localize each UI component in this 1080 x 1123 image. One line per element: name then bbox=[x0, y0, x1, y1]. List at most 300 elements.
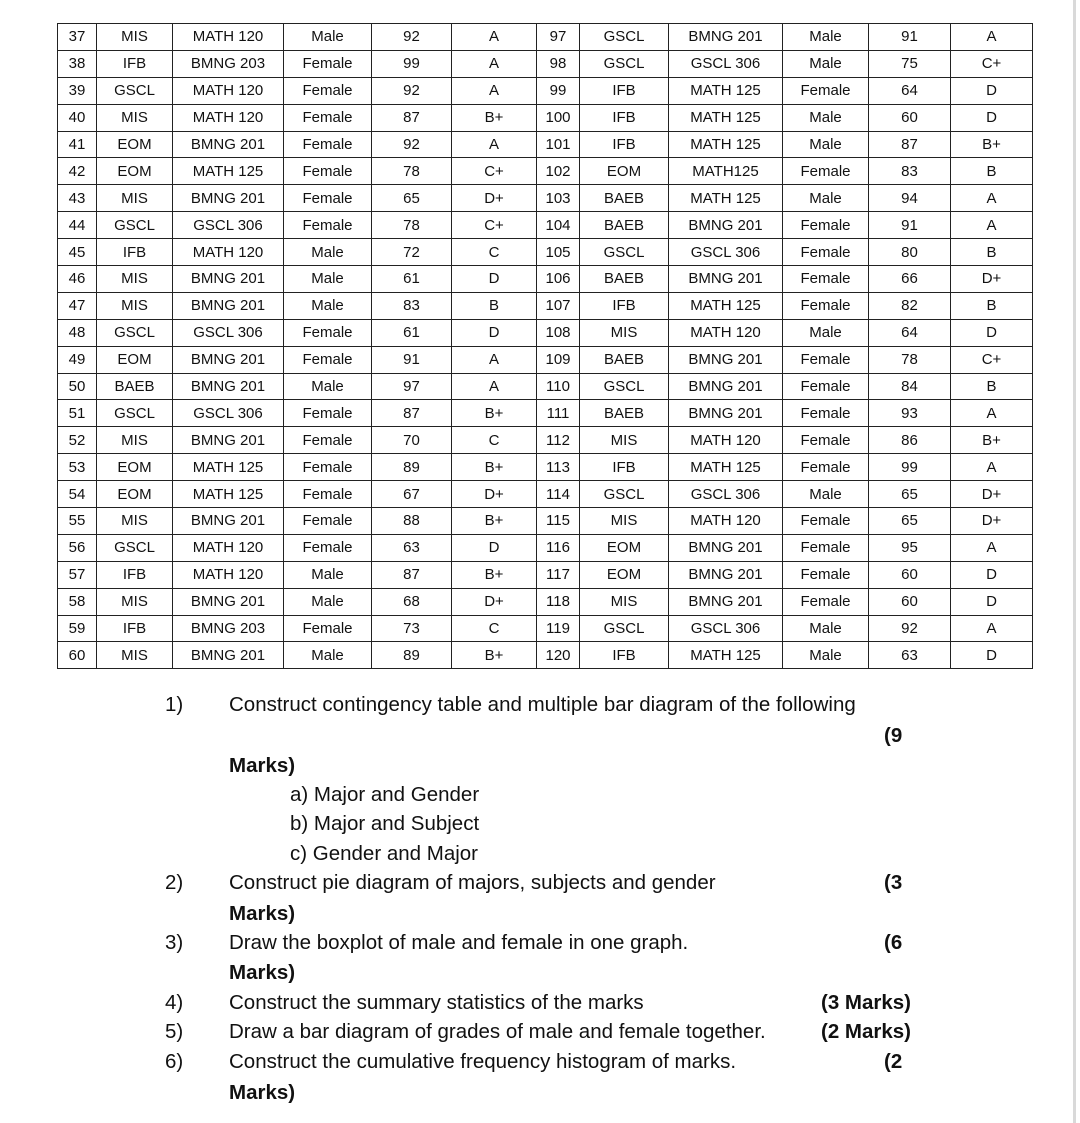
table-cell: MIS bbox=[97, 508, 173, 535]
table-cell: 72 bbox=[372, 239, 452, 266]
table-cell: Female bbox=[783, 266, 869, 293]
question-marks: (6 bbox=[884, 931, 903, 954]
table-cell: C bbox=[452, 239, 537, 266]
question-marks-label: Marks) bbox=[229, 1081, 296, 1104]
table-cell: 53 bbox=[58, 454, 97, 481]
table-cell: Female bbox=[284, 319, 372, 346]
question-text: Construct the cumulative frequency histogram of marks. bbox=[229, 1050, 737, 1073]
table-cell: 42 bbox=[58, 158, 97, 185]
table-cell: EOM bbox=[97, 158, 173, 185]
question-text: Draw a bar diagram of grades of male and female together. bbox=[229, 1020, 766, 1043]
table-cell: BAEB bbox=[580, 266, 669, 293]
table-cell: GSCL 306 bbox=[173, 400, 284, 427]
table-cell: MATH 125 bbox=[669, 642, 783, 669]
table-cell: Male bbox=[783, 50, 869, 77]
table-body bbox=[58, 24, 1033, 669]
table-cell: Male bbox=[783, 131, 869, 158]
table-cell: MATH 125 bbox=[173, 158, 284, 185]
table-cell: EOM bbox=[97, 481, 173, 508]
table-cell: B bbox=[951, 239, 1033, 266]
table-row bbox=[58, 24, 1033, 51]
table-cell: D bbox=[951, 588, 1033, 615]
table-cell: BAEB bbox=[580, 185, 669, 212]
table-cell: A bbox=[951, 24, 1033, 51]
table-cell: 78 bbox=[869, 346, 951, 373]
table-cell: 83 bbox=[372, 292, 452, 319]
table-cell: 91 bbox=[869, 212, 951, 239]
table-cell: A bbox=[452, 77, 537, 104]
table-row bbox=[58, 319, 1033, 346]
table-cell: 60 bbox=[869, 104, 951, 131]
table-row bbox=[58, 158, 1033, 185]
table-cell: EOM bbox=[97, 131, 173, 158]
table-row bbox=[58, 588, 1033, 615]
question-marks: (9 bbox=[884, 724, 903, 747]
table-cell: MIS bbox=[97, 292, 173, 319]
table-cell: A bbox=[951, 534, 1033, 561]
table-cell: C bbox=[452, 427, 537, 454]
table-cell: B+ bbox=[452, 508, 537, 535]
table-cell: MATH 125 bbox=[669, 77, 783, 104]
table-cell: 68 bbox=[372, 588, 452, 615]
table-cell: 40 bbox=[58, 104, 97, 131]
table-cell: GSCL 306 bbox=[669, 615, 783, 642]
table-cell: 38 bbox=[58, 50, 97, 77]
table-cell: 37 bbox=[58, 24, 97, 51]
table-cell: MATH 125 bbox=[669, 185, 783, 212]
table-cell: MATH 125 bbox=[173, 481, 284, 508]
table-cell: MIS bbox=[97, 266, 173, 293]
table-cell: BMNG 201 bbox=[173, 427, 284, 454]
table-cell: Male bbox=[284, 373, 372, 400]
table-cell: 61 bbox=[372, 319, 452, 346]
question-marks: (3 bbox=[884, 871, 903, 894]
table-cell: 64 bbox=[869, 77, 951, 104]
table-cell: 88 bbox=[372, 508, 452, 535]
table-cell: Female bbox=[284, 454, 372, 481]
table-cell: A bbox=[452, 24, 537, 51]
table-row bbox=[58, 50, 1033, 77]
question-number: 6) bbox=[165, 1050, 184, 1073]
table-cell: MATH 120 bbox=[173, 561, 284, 588]
table-cell: Female bbox=[284, 615, 372, 642]
table-cell: 93 bbox=[869, 400, 951, 427]
question-marks-label: Marks) bbox=[229, 754, 296, 777]
table-cell: D+ bbox=[951, 266, 1033, 293]
table-cell: 49 bbox=[58, 346, 97, 373]
table-cell: Female bbox=[284, 427, 372, 454]
table-cell: 94 bbox=[869, 185, 951, 212]
table-cell: BMNG 203 bbox=[173, 50, 284, 77]
table-row bbox=[58, 508, 1033, 535]
table-cell: Male bbox=[284, 642, 372, 669]
table-cell: IFB bbox=[580, 292, 669, 319]
table-cell: 117 bbox=[537, 561, 580, 588]
table-cell: IFB bbox=[580, 454, 669, 481]
table-cell: 80 bbox=[869, 239, 951, 266]
table-cell: 86 bbox=[869, 427, 951, 454]
table-row bbox=[58, 642, 1033, 669]
table-row bbox=[58, 561, 1033, 588]
table-cell: IFB bbox=[580, 104, 669, 131]
table-cell: BAEB bbox=[580, 346, 669, 373]
table-cell: 63 bbox=[372, 534, 452, 561]
table-row bbox=[58, 212, 1033, 239]
table-cell: 50 bbox=[58, 373, 97, 400]
sub-item: c) Gender and Major bbox=[290, 842, 479, 865]
table-cell: 106 bbox=[537, 266, 580, 293]
table-cell: 92 bbox=[869, 615, 951, 642]
table-cell: 61 bbox=[372, 266, 452, 293]
table-row bbox=[58, 615, 1033, 642]
table-cell: Male bbox=[783, 319, 869, 346]
table-cell: 83 bbox=[869, 158, 951, 185]
table-cell: BMNG 201 bbox=[669, 24, 783, 51]
table-cell: B+ bbox=[452, 400, 537, 427]
table-cell: GSCL bbox=[580, 481, 669, 508]
table-cell: B+ bbox=[951, 427, 1033, 454]
table-cell: 57 bbox=[58, 561, 97, 588]
table-cell: 111 bbox=[537, 400, 580, 427]
table-cell: Female bbox=[783, 239, 869, 266]
table-cell: B bbox=[951, 292, 1033, 319]
table-cell: 109 bbox=[537, 346, 580, 373]
table-cell: MATH 120 bbox=[669, 508, 783, 535]
table-cell: MATH 120 bbox=[173, 104, 284, 131]
table-cell: D+ bbox=[951, 481, 1033, 508]
table-cell: MATH125 bbox=[669, 158, 783, 185]
table-cell: 64 bbox=[869, 319, 951, 346]
table-cell: Female bbox=[284, 185, 372, 212]
table-cell: Female bbox=[783, 588, 869, 615]
table-cell: D bbox=[452, 319, 537, 346]
table-cell: 60 bbox=[869, 561, 951, 588]
table-cell: GSCL bbox=[580, 24, 669, 51]
table-cell: 54 bbox=[58, 481, 97, 508]
table-cell: IFB bbox=[97, 561, 173, 588]
table-row bbox=[58, 266, 1033, 293]
table-cell: MIS bbox=[97, 427, 173, 454]
table-cell: MIS bbox=[97, 185, 173, 212]
table-cell: MATH 120 bbox=[173, 534, 284, 561]
table-cell: 99 bbox=[537, 77, 580, 104]
table-cell: MATH 125 bbox=[669, 104, 783, 131]
table-cell: 66 bbox=[869, 266, 951, 293]
table-cell: MIS bbox=[580, 508, 669, 535]
table-cell: 114 bbox=[537, 481, 580, 508]
table-cell: 60 bbox=[869, 588, 951, 615]
table-cell: 103 bbox=[537, 185, 580, 212]
table-cell: 92 bbox=[372, 24, 452, 51]
table-cell: D+ bbox=[951, 508, 1033, 535]
table-cell: BMNG 201 bbox=[173, 373, 284, 400]
table-cell: GSCL bbox=[580, 373, 669, 400]
table-cell: 47 bbox=[58, 292, 97, 319]
table-cell: MATH 125 bbox=[669, 454, 783, 481]
table-cell: BMNG 201 bbox=[669, 212, 783, 239]
table-cell: 91 bbox=[372, 346, 452, 373]
table-row bbox=[58, 346, 1033, 373]
table-cell: 65 bbox=[869, 508, 951, 535]
table-cell: MATH 125 bbox=[669, 292, 783, 319]
table-cell: 97 bbox=[537, 24, 580, 51]
table-row bbox=[58, 400, 1033, 427]
table-cell: D bbox=[951, 77, 1033, 104]
table-cell: 84 bbox=[869, 373, 951, 400]
table-cell: B+ bbox=[951, 131, 1033, 158]
table-cell: Male bbox=[284, 239, 372, 266]
table-cell: Male bbox=[783, 481, 869, 508]
table-cell: 46 bbox=[58, 266, 97, 293]
table-row bbox=[58, 104, 1033, 131]
table-cell: Female bbox=[783, 212, 869, 239]
table-cell: 63 bbox=[869, 642, 951, 669]
table-cell: 78 bbox=[372, 158, 452, 185]
table-cell: D bbox=[951, 319, 1033, 346]
table-cell: 91 bbox=[869, 24, 951, 51]
table-cell: GSCL bbox=[97, 77, 173, 104]
table-cell: 104 bbox=[537, 212, 580, 239]
table-cell: 105 bbox=[537, 239, 580, 266]
table-cell: C+ bbox=[951, 346, 1033, 373]
table-cell: D bbox=[452, 534, 537, 561]
table-cell: 87 bbox=[372, 561, 452, 588]
table-cell: Female bbox=[783, 346, 869, 373]
table-cell: GSCL bbox=[580, 239, 669, 266]
question-number: 1) bbox=[165, 693, 184, 716]
table-cell: 101 bbox=[537, 131, 580, 158]
table-cell: Female bbox=[783, 373, 869, 400]
table-cell: Female bbox=[284, 77, 372, 104]
question-number: 4) bbox=[165, 991, 184, 1014]
table-cell: BMNG 201 bbox=[173, 508, 284, 535]
table-cell: IFB bbox=[580, 77, 669, 104]
table-cell: Male bbox=[284, 292, 372, 319]
table-cell: D+ bbox=[452, 481, 537, 508]
table-cell: 45 bbox=[58, 239, 97, 266]
table-cell: D bbox=[951, 642, 1033, 669]
table-cell: 107 bbox=[537, 292, 580, 319]
table-cell: B bbox=[452, 292, 537, 319]
table-cell: MATH 120 bbox=[669, 319, 783, 346]
table-cell: 82 bbox=[869, 292, 951, 319]
table-cell: B+ bbox=[452, 454, 537, 481]
table-cell: Male bbox=[783, 642, 869, 669]
table-cell: C+ bbox=[951, 50, 1033, 77]
table-cell: GSCL bbox=[580, 615, 669, 642]
table-cell: 78 bbox=[372, 212, 452, 239]
table-cell: BMNG 201 bbox=[669, 373, 783, 400]
table-cell: Female bbox=[284, 481, 372, 508]
table-cell: 67 bbox=[372, 481, 452, 508]
table-cell: 73 bbox=[372, 615, 452, 642]
table-cell: EOM bbox=[580, 534, 669, 561]
table-cell: A bbox=[951, 615, 1033, 642]
table-cell: A bbox=[452, 131, 537, 158]
table-cell: 55 bbox=[58, 508, 97, 535]
table-cell: GSCL 306 bbox=[669, 50, 783, 77]
question-marks-label: Marks) bbox=[229, 961, 296, 984]
table-cell: 44 bbox=[58, 212, 97, 239]
table-cell: MATH 120 bbox=[173, 24, 284, 51]
table-cell: Male bbox=[284, 266, 372, 293]
table-cell: Female bbox=[783, 292, 869, 319]
table-cell: 87 bbox=[372, 400, 452, 427]
table-cell: 112 bbox=[537, 427, 580, 454]
table-cell: BMNG 201 bbox=[173, 185, 284, 212]
table-cell: D+ bbox=[452, 588, 537, 615]
table-cell: 52 bbox=[58, 427, 97, 454]
table-cell: GSCL 306 bbox=[669, 481, 783, 508]
table-cell: B+ bbox=[452, 642, 537, 669]
table-row bbox=[58, 534, 1033, 561]
table-cell: GSCL 306 bbox=[669, 239, 783, 266]
question-marks: (2 bbox=[884, 1050, 903, 1073]
question-marks-label: Marks) bbox=[229, 902, 296, 925]
table-cell: 99 bbox=[372, 50, 452, 77]
table-cell: BMNG 201 bbox=[173, 266, 284, 293]
table-cell: C bbox=[452, 615, 537, 642]
table-cell: Female bbox=[783, 561, 869, 588]
table-cell: BMNG 201 bbox=[173, 588, 284, 615]
table-cell: GSCL bbox=[97, 400, 173, 427]
table-cell: 100 bbox=[537, 104, 580, 131]
question-number: 3) bbox=[165, 931, 184, 954]
table-cell: Female bbox=[783, 158, 869, 185]
table-row bbox=[58, 185, 1033, 212]
table-cell: BMNG 201 bbox=[669, 266, 783, 293]
table-cell: MATH 120 bbox=[669, 427, 783, 454]
table-cell: A bbox=[951, 212, 1033, 239]
question-text: Construct the summary statistics of the marks bbox=[229, 991, 644, 1014]
table-cell: BMNG 201 bbox=[669, 534, 783, 561]
table-cell: D bbox=[951, 104, 1033, 131]
table-cell: BAEB bbox=[97, 373, 173, 400]
table-cell: IFB bbox=[97, 239, 173, 266]
table-cell: B+ bbox=[452, 104, 537, 131]
question-number: 2) bbox=[165, 871, 184, 894]
table-cell: Female bbox=[284, 158, 372, 185]
table-cell: Male bbox=[284, 24, 372, 51]
table-cell: BMNG 201 bbox=[669, 400, 783, 427]
table-cell: MIS bbox=[97, 24, 173, 51]
table-row bbox=[58, 77, 1033, 104]
table-cell: MIS bbox=[97, 104, 173, 131]
table-cell: Male bbox=[783, 185, 869, 212]
table-cell: IFB bbox=[580, 642, 669, 669]
student-marks-table bbox=[57, 23, 1033, 669]
table-cell: 60 bbox=[58, 642, 97, 669]
table-cell: GSCL bbox=[97, 534, 173, 561]
table-cell: 98 bbox=[537, 50, 580, 77]
question-number: 5) bbox=[165, 1020, 184, 1043]
sub-item: b) Major and Subject bbox=[290, 812, 480, 835]
table-cell: BMNG 201 bbox=[173, 131, 284, 158]
table-row bbox=[58, 427, 1033, 454]
question-marks: (2 Marks) bbox=[821, 1020, 912, 1043]
table-cell: A bbox=[951, 185, 1033, 212]
table-cell: GSCL 306 bbox=[173, 319, 284, 346]
table-cell: 99 bbox=[869, 454, 951, 481]
table-cell: 87 bbox=[372, 104, 452, 131]
table-cell: MATH 120 bbox=[173, 239, 284, 266]
table-row bbox=[58, 239, 1033, 266]
table-row bbox=[58, 292, 1033, 319]
table-cell: 39 bbox=[58, 77, 97, 104]
table-cell: BMNG 203 bbox=[173, 615, 284, 642]
table-cell: MATH 125 bbox=[669, 131, 783, 158]
table-cell: Female bbox=[284, 50, 372, 77]
table-cell: GSCL 306 bbox=[173, 212, 284, 239]
table-cell: B bbox=[951, 158, 1033, 185]
table-cell: Female bbox=[284, 212, 372, 239]
table-cell: 89 bbox=[372, 642, 452, 669]
table-cell: 113 bbox=[537, 454, 580, 481]
table-cell: D bbox=[951, 561, 1033, 588]
question-text: Construct pie diagram of majors, subjects and gender bbox=[229, 871, 716, 894]
table-cell: 89 bbox=[372, 454, 452, 481]
table-cell: A bbox=[951, 400, 1033, 427]
question-text: Construct contingency table and multiple bar diagram of the following bbox=[229, 693, 856, 716]
table-cell: 116 bbox=[537, 534, 580, 561]
table-cell: 75 bbox=[869, 50, 951, 77]
table-cell: D+ bbox=[452, 185, 537, 212]
table-cell: 70 bbox=[372, 427, 452, 454]
table-cell: BMNG 201 bbox=[173, 642, 284, 669]
table-cell: Female bbox=[284, 534, 372, 561]
table-cell: 51 bbox=[58, 400, 97, 427]
table-cell: 65 bbox=[372, 185, 452, 212]
table-cell: 119 bbox=[537, 615, 580, 642]
sub-item: a) Major and Gender bbox=[290, 783, 480, 806]
table-cell: BAEB bbox=[580, 212, 669, 239]
table-cell: MIS bbox=[97, 642, 173, 669]
table-cell: MATH 125 bbox=[173, 454, 284, 481]
table-cell: Female bbox=[783, 508, 869, 535]
table-cell: EOM bbox=[580, 561, 669, 588]
table-cell: Female bbox=[783, 77, 869, 104]
question-text: Draw the boxplot of male and female in one graph. bbox=[229, 931, 689, 954]
table-cell: 43 bbox=[58, 185, 97, 212]
table-cell: 48 bbox=[58, 319, 97, 346]
question-marks: (3 Marks) bbox=[821, 991, 912, 1014]
table-cell: 118 bbox=[537, 588, 580, 615]
table-cell: D bbox=[452, 266, 537, 293]
table-cell: Male bbox=[284, 588, 372, 615]
table-cell: Male bbox=[783, 24, 869, 51]
table-cell: 92 bbox=[372, 131, 452, 158]
table-cell: 115 bbox=[537, 508, 580, 535]
table-cell: C+ bbox=[452, 158, 537, 185]
table-cell: 56 bbox=[58, 534, 97, 561]
table-cell: BMNG 201 bbox=[669, 588, 783, 615]
table-cell: IFB bbox=[97, 615, 173, 642]
table-cell: IFB bbox=[580, 131, 669, 158]
table-cell: A bbox=[951, 454, 1033, 481]
table-cell: 65 bbox=[869, 481, 951, 508]
table-cell: 108 bbox=[537, 319, 580, 346]
table-cell: 87 bbox=[869, 131, 951, 158]
table-row bbox=[58, 373, 1033, 400]
table-cell: GSCL bbox=[97, 212, 173, 239]
table-cell: GSCL bbox=[580, 50, 669, 77]
table-cell: Female bbox=[284, 104, 372, 131]
table-cell: GSCL bbox=[97, 319, 173, 346]
table-cell: A bbox=[452, 50, 537, 77]
table-cell: BMNG 201 bbox=[173, 292, 284, 319]
table-cell: Female bbox=[783, 534, 869, 561]
table-cell: 92 bbox=[372, 77, 452, 104]
